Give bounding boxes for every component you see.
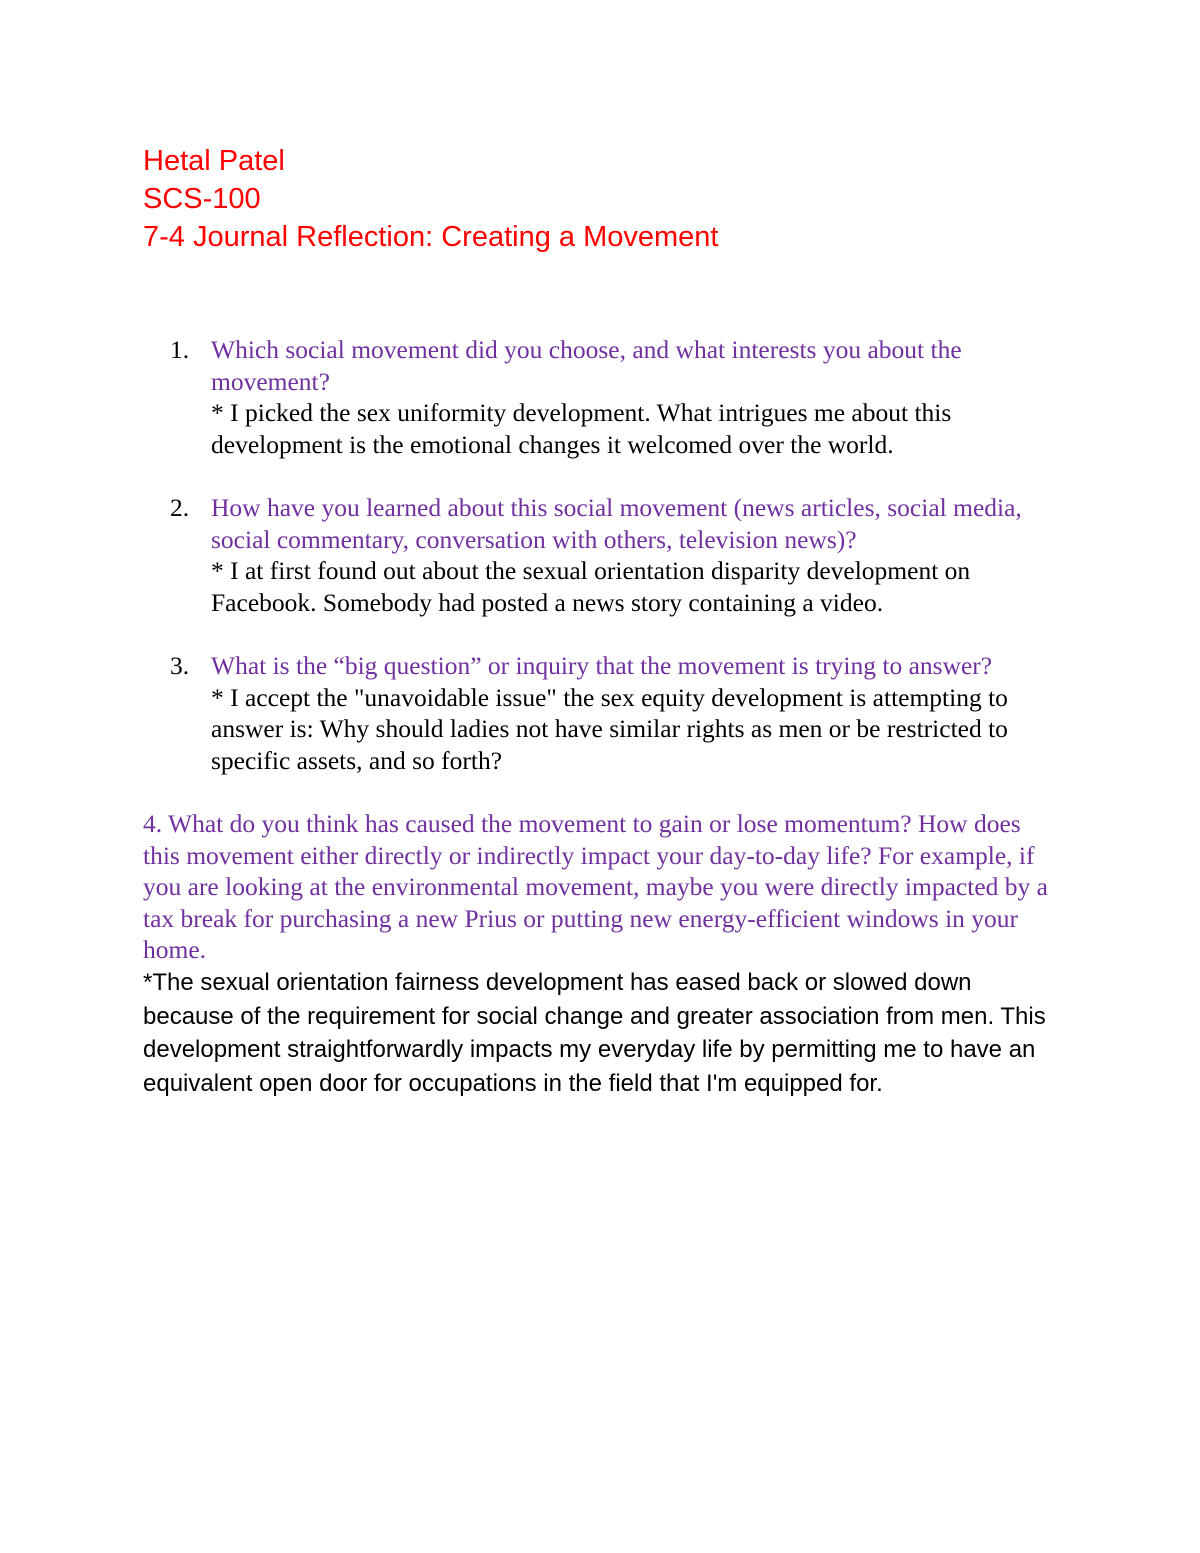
- question-text: How have you learned about this social movement (news articles, social media, social commentary, conversation with others, television news)?: [211, 493, 1022, 554]
- question-text: Which social movement did you choose, and what interests you about the movement?: [211, 335, 962, 396]
- list-item: [170, 650, 1050, 776]
- assignment-title: 7-4 Journal Reflection: Creating a Movement: [143, 221, 719, 253]
- list-number: 3.: [170, 651, 190, 680]
- list-item: [170, 492, 1050, 618]
- answer-text: * I accept the "unavoidable issue" the sex equity development is attempting to answer is: Why should ladies not have similar rights as men or be restricted to specific assets, and so forth?: [211, 682, 1008, 775]
- list-number: 2.: [170, 493, 190, 522]
- answer-text: * I picked the sex uniformity development. What intrigues me about this development is the emotional changes it welcomed over the world.: [211, 398, 952, 459]
- list-number: 1.: [170, 335, 190, 364]
- question-text: What is the “big question” or inquiry that the movement is trying to answer?: [211, 651, 993, 680]
- answer-text: * I at first found out about the sexual orientation disparity development on Facebook. Somebody had posted a news story containing a video.: [211, 556, 971, 617]
- answer-4-text: *The sexual orientation fairness development has eased back or slowed down because of the requirement for social change and greater association from men. This development straightforwardly impacts my everyday life by permitting me to have an equivalent open door for occupations in the field that I'm equipped for.: [143, 969, 1046, 1097]
- question-list: [170, 334, 1050, 808]
- document-header: [143, 142, 718, 256]
- list-item: [170, 334, 1050, 460]
- course-code: SCS-100: [143, 183, 261, 215]
- question-4-text: 4. What do you think has caused the movement to gain or lose momentum? How does this movement either directly or indirectly impact your day-to-day life? For example, if you are looking at the environmental movement, maybe you were directly impacted by a tax break for purchasing a new Prius or putting new energy-efficient windows in your home.: [143, 809, 1048, 964]
- author-name: Hetal Patel: [143, 145, 285, 177]
